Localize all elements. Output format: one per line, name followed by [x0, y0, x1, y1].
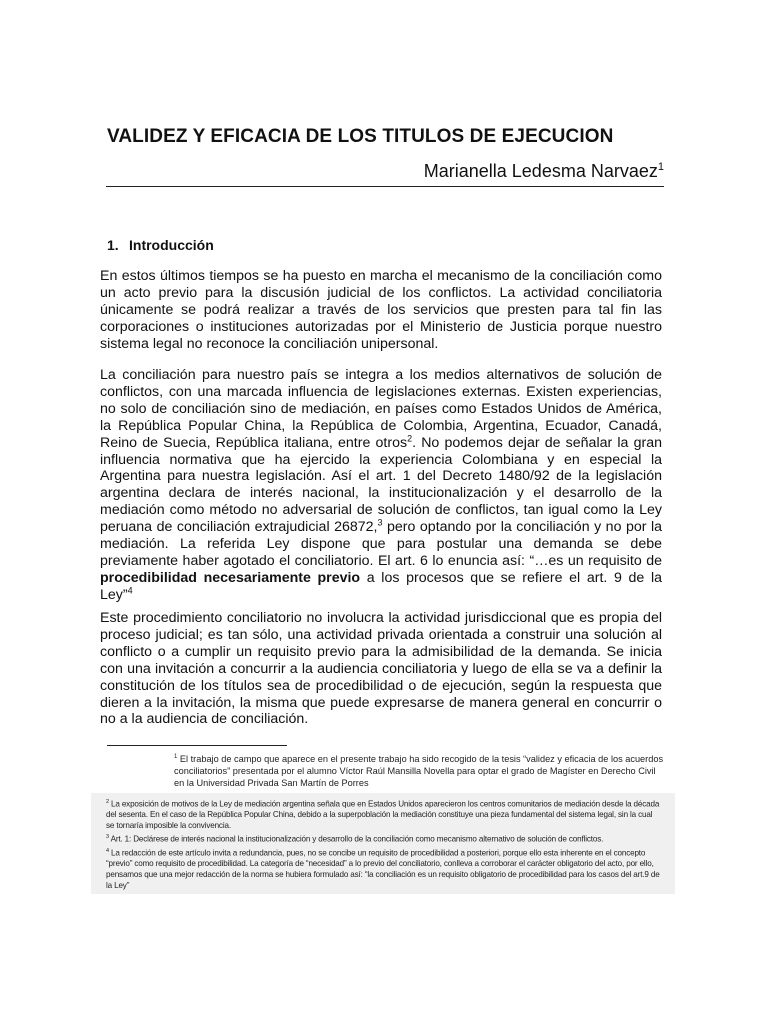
section-heading [107, 237, 214, 253]
footnote-1 [174, 752, 666, 789]
paragraph-2-bold-phrase: procedibilidad necesariamente previo [100, 569, 361, 586]
paragraph-3: Este procedimiento conciliatorio no involucra la actividad jurisdiccional que es propia del proceso judicial; es tan sólo, una actividad privada orientada a construir una solución al conflicto o a cumplir un requisito previo para la admisibilidad de la demanda. Se inicia con una invitación a concurrir a la audiencia conciliatoria y luego de ella se va a definir la constitución de los títulos sea de procedibilidad o de ejecución, según la respuesta que dieren a la invitación, la misma que puede expresarse de manera general en concurrir o no a la audiencia de conciliación. [100, 610, 662, 728]
author-text: Marianella Ledesma Narvaez [423, 161, 658, 181]
footnote-ref-2: 2 [407, 432, 413, 443]
paragraph-2 [100, 367, 662, 604]
footnote-1-mark: 1 [174, 754, 178, 760]
footnote-ref-4: 4 [127, 585, 133, 596]
footnote-4-mark: 4 [106, 847, 109, 854]
footnote-1-text: El trabajo de campo que aparece en el presente trabajo ha sido recogido de la tesis “validez y eficacia de los acuerdos conciliatorios” presentada por el alumno Víctor Raúl Mansilla Novella para optar el grado de Magíster en Derecho Civil en la Universidad Privada San Martín de Porres [174, 754, 664, 788]
footnote-2 [106, 797, 662, 832]
footnote-4 [106, 846, 662, 892]
document-title: VALIDEZ Y EFICACIA DE LOS TITULOS DE EJECUCION [107, 126, 614, 147]
footnotes-list [106, 797, 662, 891]
paragraph-2-part-c: pero optando por la conciliación y no por la mediación. La referida Ley dispone que para postular una demanda se debe previamente haber agotado el conciliatorio. El art. 6 lo enuncia así: “…es un requisito de [100, 519, 663, 569]
footnote-3-text: Art. 1: Declárese de interés nacional la institucionalización y desarrollo de la conciliación como mecanismo alternativo de solución de conflictos. [108, 834, 604, 844]
footnote-2-text: La exposición de motivos de la Ley de mediación argentina señala que en Estados Unidos aparecieron los centros comunitarios de mediación desde la década del sesenta. En el caso de la República Popular China, debido a la superpoblación la mediación constituye una pieza fundamental del sistema legal, sin la cual se tornaría imposible la convivencia. [106, 799, 660, 831]
footnote-4-text: La redacción de este artículo invita a redundancia, pues, no se concibe un requisito de procedibilidad a posteriori, porque ello esta inherente en el concepto “previo” como requisito de procedibilidad. La categoría de “necesidad” a lo previo del conciliatorio, conlleva a corroborar el carácter obligatorio del acto, por ello, pensamos que una mejor redacción de la norma se hubiera formulado así: “la conciliación es un requisito obligatorio de procedibilidad para los casos del art.9 de la Ley” [106, 848, 660, 890]
paragraph-2-part-b: . No podemos dejar de señalar la gran influencia normativa que ha ejercido la experiencia Colombiana y en especial la Argentina para nuestra legislación. Así el art. 1 del Decreto 1480/92 de la legislación argentina declara de interés nacional, la institucionalización y el desarrollo de la mediación como método no adversarial de solución de conflictos, tan igual como la Ley peruana de conciliación extrajudicial 26872, [100, 434, 662, 536]
footnote-2-mark: 2 [106, 799, 109, 805]
footnote-ref-3: 3 [377, 517, 383, 528]
paragraph-2-part-d: a los procesos que se refiere el art. 9 de la Ley” [100, 569, 663, 603]
section-number: 1. [107, 237, 119, 253]
footnote-separator [107, 745, 287, 746]
paragraph-2-part-a: La conciliación para nuestro país se integra a los medios alternativos de solución de conflictos, con una marcada influencia de legislaciones externas. Existen experiencias, no solo de conciliación sino de mediación, en países como Estados Unidos de América, la República Popular China, la República de Colombia, Argentina, Ecuador, Canadá, Reino de Suecia, República italiana, entre otros [100, 367, 662, 451]
title-divider [106, 186, 664, 187]
footnote-3 [106, 832, 662, 845]
section-title: Introducción [129, 237, 214, 253]
footnote-3-mark: 3 [106, 834, 109, 841]
author-footnote-ref: 1 [657, 161, 664, 173]
paragraph-1: En estos últimos tiempos se ha puesto en marcha el mecanismo de la conciliación como un acto previo para la discusión judicial de los conflictos. La actividad conciliatoria únicamente se podrá realizar a través de los servicios que presten para tal fin las corporaciones o instituciones autorizadas por el Ministerio de Justicia porque nuestro sistema legal no reconoce la conciliación unipersonal. [100, 268, 662, 352]
author-name [424, 161, 664, 182]
